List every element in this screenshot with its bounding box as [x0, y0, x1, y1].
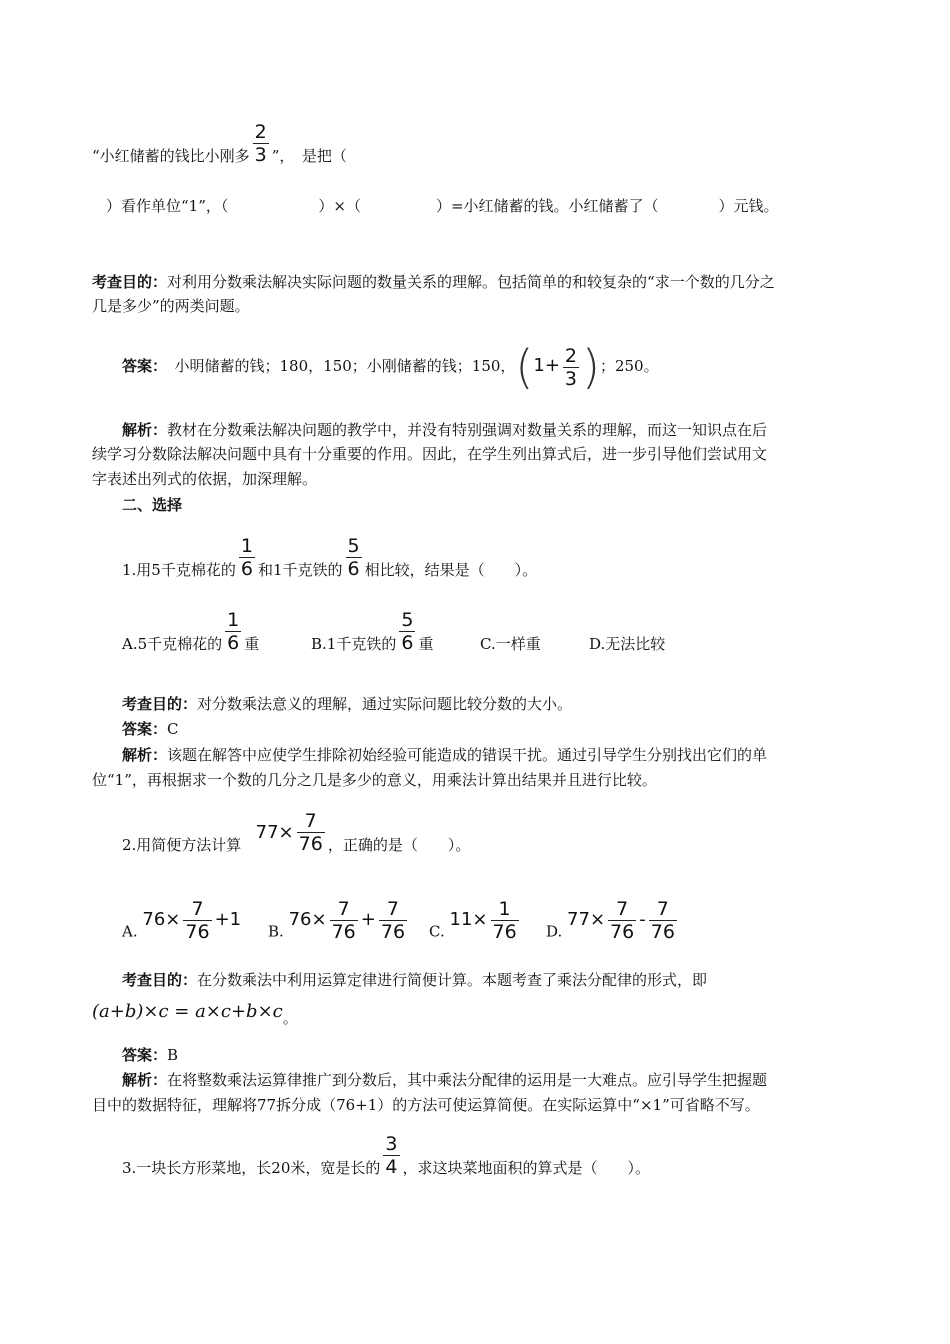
q2-analysis-line1	[122, 1070, 767, 1090]
q2-analysis-line2: 目中的数据特征，理解将77拆分成（76+1）的方法可使运算简便。在实际运算中“×1”可省略不写。	[92, 1096, 760, 1114]
q1-option-c[interactable]: C.一样重	[480, 635, 541, 653]
option-text: 重	[418, 635, 434, 653]
text: 。	[282, 1009, 298, 1027]
numerator: 7	[608, 898, 636, 921]
analysis-label: 解析：	[122, 1071, 168, 1089]
numerator: 2	[564, 344, 578, 367]
answer-text-end: ；250。	[599, 357, 659, 375]
answer-text: 小明储蓄的钱；180，150；小刚储蓄的钱；150，	[159, 357, 516, 375]
q1-option-d[interactable]: D.无法比较	[589, 635, 666, 653]
q2-goal	[122, 970, 707, 990]
blank-goal-line1	[92, 272, 775, 292]
analysis-label: 解析：	[122, 746, 168, 764]
text: 2.用简便方法计算	[122, 836, 242, 854]
blank-question-line1	[92, 120, 347, 166]
blank-analysis-line3: 字表述出列式的依据，加深理解。	[92, 470, 318, 488]
text: ，正确的是（ ）。	[327, 836, 471, 854]
q1-analysis-line1	[122, 745, 767, 765]
goal-text: 在分数乘法中利用运算定律进行简便计算。本题考查了乘法分配律的形式，即	[197, 971, 708, 989]
q2-option-c[interactable]	[429, 898, 522, 955]
denominator: 76	[185, 921, 210, 943]
expr-lead: 11×	[449, 908, 488, 930]
q2-option-d[interactable]	[546, 898, 680, 955]
text: 相比较，结果是（ ）。	[364, 561, 538, 579]
numerator: 2	[254, 120, 267, 143]
expr-lead: 76×	[142, 908, 181, 930]
option-text: A.5千克棉花的	[122, 635, 223, 653]
numerator: 7	[183, 898, 211, 921]
text: “小红储蓄的钱比小刚多	[92, 147, 250, 165]
q1-option-b[interactable]	[311, 608, 434, 654]
option-text: B.1千克铁的	[311, 635, 397, 653]
denominator: 76	[331, 921, 356, 943]
goal-label: 考查目的：	[122, 971, 198, 989]
text: 1.用5千克棉花的	[122, 561, 236, 579]
blank-analysis-line1	[122, 420, 767, 440]
expr-lead: 77×	[567, 908, 606, 930]
denominator: 6	[347, 557, 360, 580]
q2-answer	[122, 1045, 178, 1065]
denominator: 3	[254, 143, 267, 166]
expr-lead: 76×	[288, 908, 327, 930]
q1-analysis-line2: 位“1”，再根据求一个数的几分之几是多少的意义，用乘法计算出结果并且进行比较。	[92, 771, 657, 789]
denominator: 6	[240, 557, 253, 580]
q1-stem	[122, 534, 538, 580]
q1-option-a[interactable]	[122, 608, 260, 654]
denominator: 76	[380, 921, 406, 943]
denominator: 76	[492, 921, 517, 943]
answer-label: 答案：	[122, 720, 168, 738]
numerator: 1	[227, 608, 240, 631]
blank-question-line2: ）看作单位“1”，（ ）×（ ）=小红储蓄的钱。小红储蓄了（ ）元钱。	[106, 197, 779, 215]
option-expression	[567, 898, 680, 943]
option-expression	[142, 898, 242, 943]
fraction	[183, 898, 211, 943]
answer-expression	[515, 340, 600, 394]
expr-mid: -	[639, 908, 646, 930]
option-expression	[288, 898, 410, 943]
answer-label: 答案：	[122, 357, 160, 375]
analysis-label: 解析：	[122, 421, 168, 439]
analysis-text: 该题在解答中应使学生排除初始经验可能造成的错误干扰。通过引导学生分别找出它们的单	[167, 746, 768, 764]
blank-answer	[122, 326, 659, 406]
text: ”， 是把（	[271, 147, 347, 165]
denominator: 3	[564, 367, 578, 390]
denominator: 76	[298, 832, 323, 855]
analysis-text: 在将整数乘法运算律推广到分数后，其中乘法分配律的运用是一大难点。应引导学生把握题	[167, 1071, 768, 1089]
option-label: C.	[429, 922, 445, 941]
q1-goal	[122, 694, 572, 714]
denominator: 76	[610, 921, 635, 943]
numerator: 7	[297, 810, 325, 833]
left-paren: (	[515, 340, 534, 394]
answer-value: B	[167, 1046, 179, 1064]
fraction	[346, 535, 362, 580]
denominator: 6	[227, 631, 240, 654]
fraction	[608, 898, 636, 943]
q2-formula-line	[92, 1001, 298, 1027]
denominator: 76	[650, 921, 675, 943]
option-expression	[449, 898, 522, 943]
denominator: 6	[401, 631, 414, 654]
expr-mid: +1	[214, 908, 242, 930]
q2-option-b[interactable]	[268, 898, 410, 955]
analysis-text: 教材在分数乘法解决问题的教学中，并没有特别强调对数量关系的理解，而这一知识点在后	[167, 421, 768, 439]
blank-goal-line2: 几是多少”的两类问题。	[92, 297, 250, 315]
numerator: 1	[491, 898, 519, 921]
option-text: 重	[244, 635, 260, 653]
fraction	[399, 609, 415, 654]
q1-answer	[122, 719, 179, 739]
blank-analysis-line2: 续学习分数除法解决问题中具有十分重要的作用。因此，在学生列出算式后，进一步引导他们尝试用文	[92, 445, 768, 463]
goal-text: 对分数乘法意义的理解，通过实际问题比较分数的大小。	[197, 695, 573, 713]
fraction	[491, 898, 519, 943]
option-label: B.	[268, 922, 284, 941]
goal-label: 考查目的：	[122, 695, 198, 713]
q2-option-a[interactable]	[122, 898, 242, 955]
text: 和1千克铁的	[257, 561, 343, 579]
denominator: 4	[385, 1155, 398, 1178]
q3-stem	[122, 1132, 651, 1178]
fraction	[225, 609, 241, 654]
numerator: 3	[385, 1132, 398, 1155]
numerator: 7	[649, 898, 677, 921]
text: 3.一块长方形菜地，长20米，宽是长的	[122, 1159, 381, 1177]
fraction	[253, 121, 269, 166]
expr-mid: +	[360, 908, 376, 930]
numerator: 1	[240, 534, 253, 557]
fraction	[379, 898, 407, 943]
option-label: D.	[546, 922, 563, 941]
fraction	[330, 898, 358, 943]
section-title: 二、选择	[122, 496, 183, 514]
expr-lead: 77×	[255, 822, 294, 843]
fraction	[649, 898, 677, 943]
numerator: 7	[379, 898, 407, 921]
fraction	[239, 535, 255, 580]
q2-stem	[122, 809, 471, 855]
answer-label: 答案：	[122, 1046, 168, 1064]
goal-text: 对利用分数乘法解决实际问题的数量关系的理解。包括简单的和较复杂的“求一个数的几分之	[167, 273, 775, 291]
text: ，求这块菜地面积的算式是（ ）。	[402, 1159, 651, 1177]
goal-label: 考查目的：	[92, 273, 168, 291]
numerator: 5	[347, 534, 360, 557]
fraction	[297, 810, 325, 855]
distributive-formula: (a+b)×c = a×c+b×c	[92, 1001, 283, 1022]
numerator: 7	[330, 898, 358, 921]
right-paren: )	[582, 340, 600, 394]
answer-value: C	[167, 720, 179, 738]
option-label: A.	[122, 922, 138, 941]
numerator: 5	[401, 608, 414, 631]
fraction	[383, 1133, 399, 1178]
fraction	[563, 345, 579, 390]
expr-one: 1+	[533, 355, 560, 376]
